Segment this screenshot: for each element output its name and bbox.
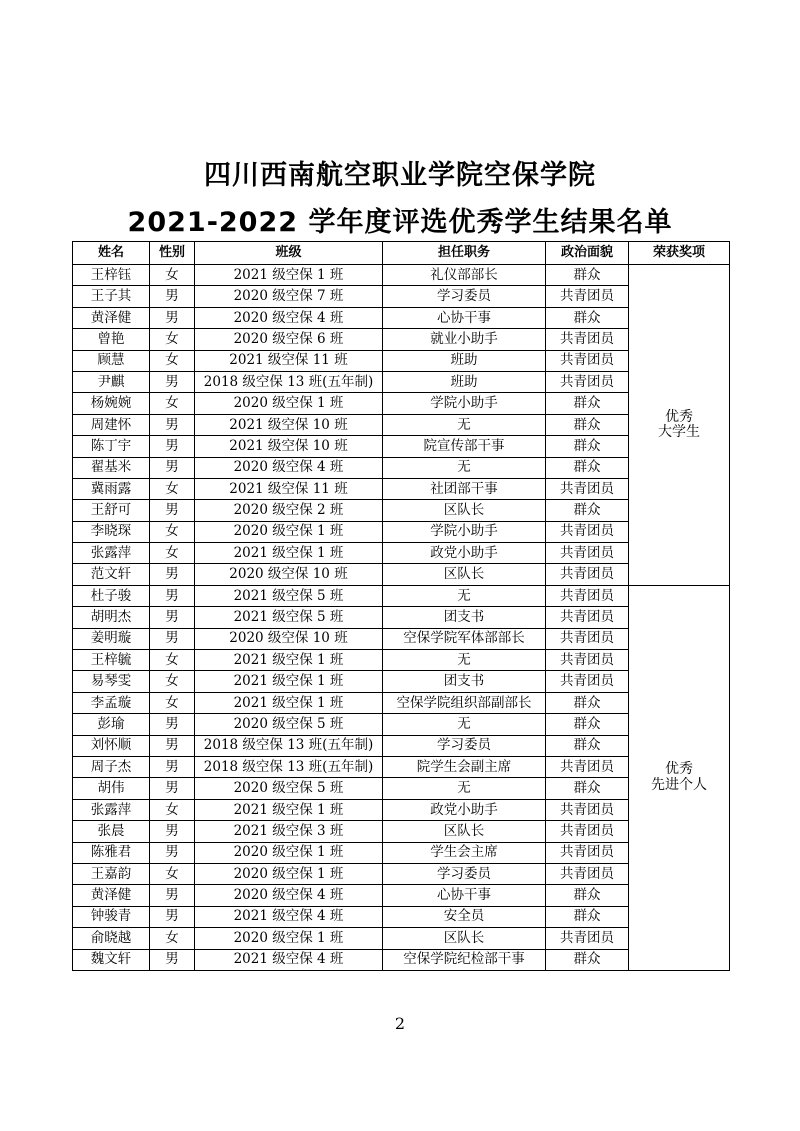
gender-cell: 男 [150,414,195,435]
position-cell: 学生会主席 [383,842,546,863]
student-name-cell: 陈丁宇 [73,436,150,457]
position-cell: 团支书 [383,607,546,628]
position-cell: 团支书 [383,671,546,692]
class-cell: 2018 级空保 13 班(五年制) [195,735,383,756]
student-name-cell: 王梓钰 [73,265,150,286]
student-name-cell: 李孟璇 [73,692,150,713]
table-row [73,585,730,606]
gender-cell: 女 [150,393,195,414]
position-cell: 区队长 [383,821,546,842]
gender-cell: 女 [150,671,195,692]
position-cell: 无 [383,457,546,478]
student-name-cell: 周子杰 [73,756,150,777]
political-status-cell: 共青团员 [546,628,629,649]
gender-cell: 男 [150,457,195,478]
gender-cell: 男 [150,286,195,307]
position-cell: 区队长 [383,564,546,585]
class-cell: 2021 级空保 1 班 [195,265,383,286]
class-cell: 2021 级空保 4 班 [195,949,383,970]
student-name-cell: 顾慧 [73,350,150,371]
political-status-cell: 共青团员 [546,863,629,884]
gender-cell: 男 [150,735,195,756]
class-cell: 2020 级空保 5 班 [195,714,383,735]
class-cell: 2021 级空保 1 班 [195,692,383,713]
gender-cell: 男 [150,436,195,457]
student-list-table [72,241,730,971]
class-cell: 2020 级空保 2 班 [195,500,383,521]
gender-cell: 女 [150,265,195,286]
political-status-cell: 群众 [546,692,629,713]
page-number: 2 [394,1014,406,1033]
header-position: 担任职务 [383,242,546,265]
class-cell: 2021 级空保 1 班 [195,543,383,564]
class-cell: 2020 级空保 10 班 [195,564,383,585]
political-status-cell: 群众 [546,885,629,906]
gender-cell: 男 [150,564,195,585]
political-status-cell: 群众 [546,778,629,799]
class-cell: 2020 级空保 1 班 [195,521,383,542]
student-name-cell: 王嘉韵 [73,863,150,884]
class-cell: 2021 级空保 5 班 [195,607,383,628]
class-cell: 2021 级空保 11 班 [195,350,383,371]
gender-cell: 男 [150,778,195,799]
student-name-cell: 魏文轩 [73,949,150,970]
position-cell: 无 [383,650,546,671]
student-name-cell: 张露萍 [73,799,150,820]
student-name-cell: 李晓琛 [73,521,150,542]
political-status-cell: 共青团员 [546,756,629,777]
class-cell: 2020 级空保 7 班 [195,286,383,307]
class-cell: 2021 级空保 11 班 [195,478,383,499]
student-name-cell: 胡伟 [73,778,150,799]
position-cell: 学习委员 [383,735,546,756]
gender-cell: 女 [150,543,195,564]
position-cell: 无 [383,714,546,735]
gender-cell: 女 [150,650,195,671]
class-cell: 2021 级空保 3 班 [195,821,383,842]
political-status-cell: 共青团员 [546,286,629,307]
gender-cell: 女 [150,799,195,820]
table-body [73,265,730,971]
position-cell: 无 [383,585,546,606]
class-cell: 2020 级空保 4 班 [195,885,383,906]
student-name-cell: 尹麒 [73,371,150,392]
class-cell: 2020 级空保 4 班 [195,307,383,328]
class-cell: 2020 级空保 5 班 [195,778,383,799]
table-header-row [73,242,730,265]
student-name-cell: 刘怀顺 [73,735,150,756]
gender-cell: 男 [150,756,195,777]
political-status-cell: 共青团员 [546,650,629,671]
class-cell: 2021 级空保 4 班 [195,906,383,927]
gender-cell: 男 [150,949,195,970]
student-name-cell: 钟骏青 [73,906,150,927]
gender-cell: 女 [150,350,195,371]
position-cell: 学习委员 [383,286,546,307]
political-status-cell: 共青团员 [546,371,629,392]
class-cell: 2021 级空保 5 班 [195,585,383,606]
student-name-cell: 王子其 [73,286,150,307]
position-cell: 社团部干事 [383,478,546,499]
political-status-cell: 共青团员 [546,928,629,949]
gender-cell: 女 [150,478,195,499]
political-status-cell: 群众 [546,393,629,414]
position-cell: 礼仪部部长 [383,265,546,286]
student-name-cell: 陈雅君 [73,842,150,863]
position-cell: 无 [383,414,546,435]
header-political-status: 政治面貌 [546,242,629,265]
award-cell: 优秀 大学生 [629,265,730,586]
position-cell: 安全员 [383,906,546,927]
header-class: 班级 [195,242,383,265]
gender-cell: 男 [150,585,195,606]
position-cell: 空保学院纪检部干事 [383,949,546,970]
class-cell: 2020 级空保 1 班 [195,393,383,414]
gender-cell: 男 [150,607,195,628]
student-name-cell: 曾艳 [73,329,150,350]
class-cell: 2020 级空保 10 班 [195,628,383,649]
gender-cell: 男 [150,885,195,906]
student-name-cell: 王舒可 [73,500,150,521]
class-cell: 2018 级空保 13 班(五年制) [195,371,383,392]
student-name-cell: 杜子骏 [73,585,150,606]
student-name-cell: 周建怀 [73,414,150,435]
position-cell: 班助 [383,350,546,371]
political-status-cell: 共青团员 [546,521,629,542]
student-name-cell: 彭瑜 [73,714,150,735]
class-cell: 2021 级空保 1 班 [195,799,383,820]
political-status-cell: 共青团员 [546,350,629,371]
class-cell: 2020 级空保 1 班 [195,928,383,949]
political-status-cell: 共青团员 [546,607,629,628]
political-status-cell: 群众 [546,735,629,756]
position-cell: 院宣传部干事 [383,436,546,457]
political-status-cell: 共青团员 [546,842,629,863]
political-status-cell: 群众 [546,307,629,328]
gender-cell: 女 [150,928,195,949]
political-status-cell: 共青团员 [546,799,629,820]
student-name-cell: 王梓毓 [73,650,150,671]
political-status-cell: 共青团员 [546,821,629,842]
political-status-cell: 共青团员 [546,543,629,564]
political-status-cell: 共青团员 [546,329,629,350]
student-name-cell: 易琴雯 [73,671,150,692]
position-cell: 空保学院组织部副部长 [383,692,546,713]
position-cell: 区队长 [383,928,546,949]
gender-cell: 男 [150,307,195,328]
political-status-cell: 群众 [546,949,629,970]
political-status-cell: 共青团员 [546,564,629,585]
student-name-cell: 黄泽健 [73,885,150,906]
table-row [73,265,730,286]
award-cell: 优秀 先进个人 [629,585,730,970]
class-cell: 2021 级空保 1 班 [195,650,383,671]
gender-cell: 女 [150,863,195,884]
document-title-line2: 2021-2022 学年度评选优秀学生结果名单 [127,207,673,238]
position-cell: 区队长 [383,500,546,521]
position-cell: 空保学院军体部部长 [383,628,546,649]
class-cell: 2020 级空保 1 班 [195,842,383,863]
political-status-cell: 共青团员 [546,478,629,499]
political-status-cell: 群众 [546,714,629,735]
document-title-line1: 四川西南航空职业学院空保学院 [204,160,596,191]
header-name: 姓名 [73,242,150,265]
header-gender: 性别 [150,242,195,265]
political-status-cell: 共青团员 [546,585,629,606]
position-cell: 政党小助手 [383,543,546,564]
student-name-cell: 俞晓越 [73,928,150,949]
class-cell: 2020 级空保 6 班 [195,329,383,350]
gender-cell: 女 [150,692,195,713]
political-status-cell: 群众 [546,906,629,927]
position-cell: 心协干事 [383,307,546,328]
class-cell: 2018 级空保 13 班(五年制) [195,756,383,777]
gender-cell: 男 [150,628,195,649]
position-cell: 学院小助手 [383,521,546,542]
student-name-cell: 张露萍 [73,543,150,564]
student-name-cell: 翟基米 [73,457,150,478]
gender-cell: 男 [150,821,195,842]
class-cell: 2021 级空保 10 班 [195,414,383,435]
gender-cell: 男 [150,500,195,521]
political-status-cell: 群众 [546,436,629,457]
political-status-cell: 群众 [546,265,629,286]
student-name-cell: 胡明杰 [73,607,150,628]
student-name-cell: 姜明璇 [73,628,150,649]
position-cell: 学院小助手 [383,393,546,414]
political-status-cell: 群众 [546,500,629,521]
political-status-cell: 共青团员 [546,671,629,692]
position-cell: 无 [383,778,546,799]
gender-cell: 男 [150,714,195,735]
class-cell: 2021 级空保 10 班 [195,436,383,457]
header-award: 荣获奖项 [629,242,730,265]
gender-cell: 男 [150,371,195,392]
student-name-cell: 冀雨露 [73,478,150,499]
position-cell: 班助 [383,371,546,392]
political-status-cell: 群众 [546,457,629,478]
class-cell: 2020 级空保 1 班 [195,863,383,884]
position-cell: 心协干事 [383,885,546,906]
gender-cell: 男 [150,842,195,863]
class-cell: 2020 级空保 4 班 [195,457,383,478]
student-name-cell: 范文轩 [73,564,150,585]
student-name-cell: 黄泽健 [73,307,150,328]
gender-cell: 女 [150,329,195,350]
student-name-cell: 张晨 [73,821,150,842]
position-cell: 就业小助手 [383,329,546,350]
gender-cell: 女 [150,521,195,542]
class-cell: 2021 级空保 1 班 [195,671,383,692]
position-cell: 院学生会副主席 [383,756,546,777]
position-cell: 学习委员 [383,863,546,884]
political-status-cell: 群众 [546,414,629,435]
student-name-cell: 杨婉婉 [73,393,150,414]
gender-cell: 男 [150,906,195,927]
position-cell: 政党小助手 [383,799,546,820]
